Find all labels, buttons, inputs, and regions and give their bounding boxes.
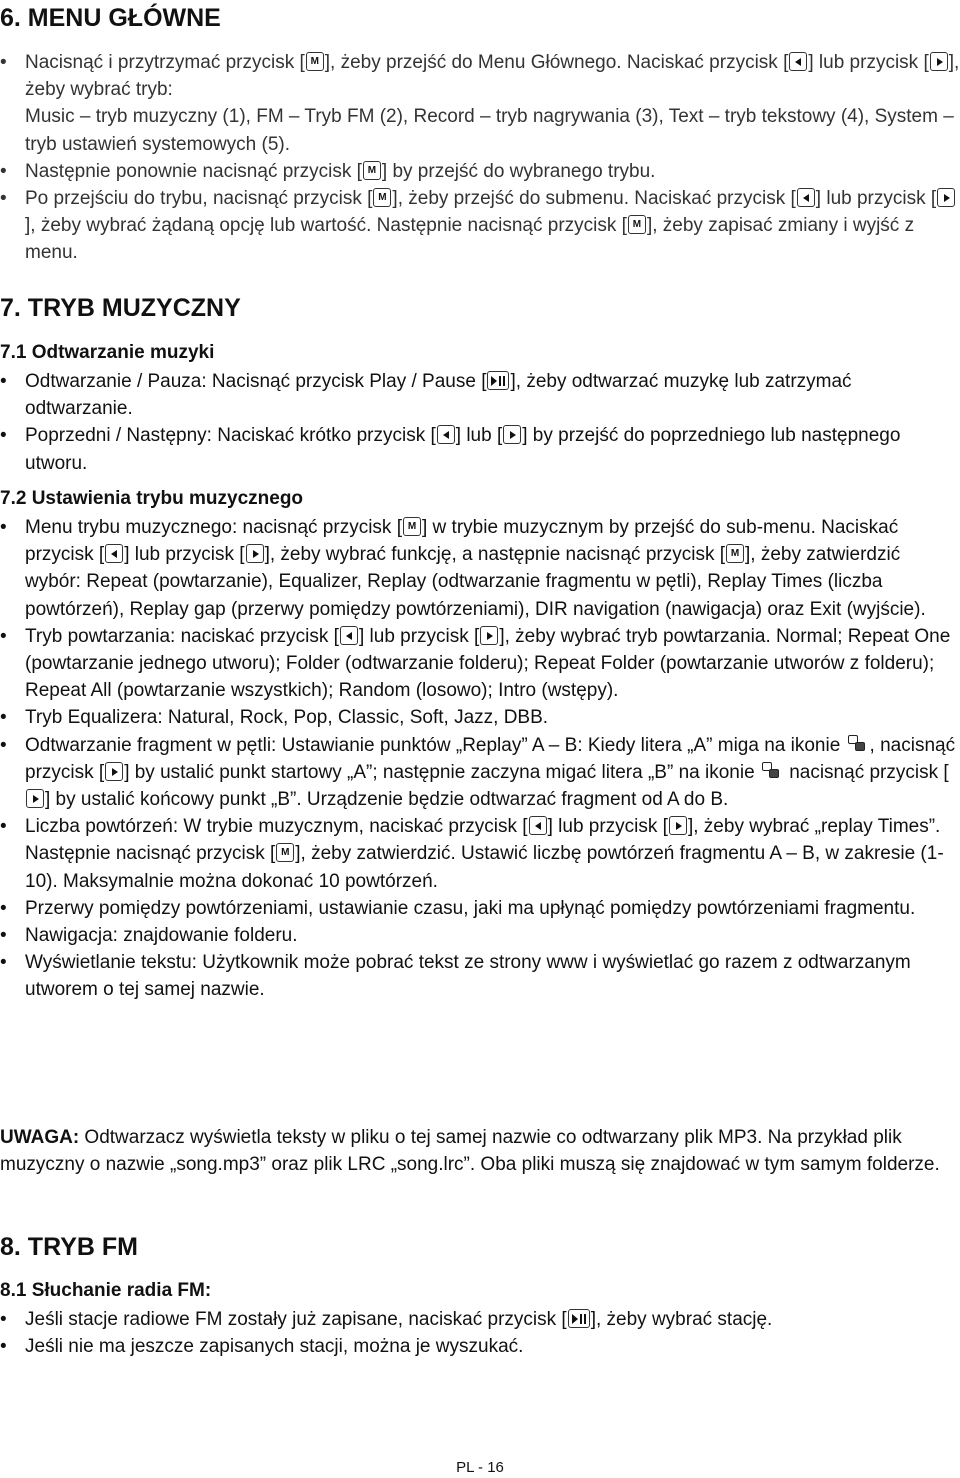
ab-repeat-icon <box>847 734 869 754</box>
previous-button-icon <box>340 626 358 645</box>
section-7-2-title: 7.2 Ustawienia trybu muzycznego <box>0 488 304 509</box>
note-label: UWAGA: <box>0 1127 80 1148</box>
menu-button-icon: M <box>373 188 391 207</box>
list-item: • Po przejściu do trybu, nacisnąć przycisk [ M ], żeby przejść do submenu. Naciskać przycisk [ ] lub przycisk [ ], żeby wybrać żądaną opcję lub wartość. Następnie nacisnąć przycisk [ M ], żeby zapisać zmiany i wyjść z menu. <box>0 185 960 267</box>
list-item: • Następnie ponownie nacisnąć przycisk [ M ] by przejść do wybranego trybu. <box>0 158 960 185</box>
section-8-1-title: 8.1 Słuchanie radia FM: <box>0 1280 212 1301</box>
page-number: PL - 16 <box>456 1459 504 1476</box>
list-item: • Wyświetlanie tekstu: Użytkownik może pobrać tekst ze strony www i wyświetlać go razem z odtwarzanym utworem o tej samej nazwie. <box>0 949 960 1003</box>
section-7-2-list <box>0 514 960 1004</box>
play-pause-button-icon <box>568 1309 590 1328</box>
previous-button-icon <box>797 188 815 207</box>
list-item: • Przerwy pomiędzy powtórzeniami, ustawianie czasu, jaki ma upłynąć pomiędzy powtórzeniami fragmentu. <box>0 895 960 922</box>
list-item: • Odtwarzanie / Pauza: Nacisnąć przycisk Play / Pause [ ], żeby odtwarzać muzykę lub zatrzymać odtwarzanie. <box>0 368 960 422</box>
section-8-title: 8. TRYB FM <box>0 1233 138 1261</box>
list-item: • Menu trybu muzycznego: nacisnąć przycisk [ M ] w trybie muzycznym by przejść do sub-menu. Naciskać przycisk [ ] lub przycisk [ ], żeby wybrać funkcję, a następnie nacisnąć przycisk [ M ], żeby zatwierdzić wybór: Repeat (powtarzanie), Equalizer, Replay (odtwarzanie fragmentu w pętli), Replay Times (liczba powtórzeń), Replay gap (przerwy pomiędzy powtórzeniami), DIR navigation (nawigacja) oraz Exit (wyjście). <box>0 514 960 623</box>
menu-button-icon: M <box>403 517 421 536</box>
list-item: • Tryb Equalizera: Natural, Rock, Pop, Classic, Soft, Jazz, DBB. <box>0 704 960 731</box>
list-item: • Tryb powtarzania: naciskać przycisk [ ] lub przycisk [ ], żeby wybrać tryb powtarzania. Normal; Repeat One (powtarzanie jednego utworu); Folder (odtwarzanie folderu); Repeat Folder (powtarzanie utworów z folderu); Repeat All (powtarzanie wszystkich); Random (losowo); Intro (wstępy). <box>0 623 960 705</box>
list-item: • Jeśli stacje radiowe FM zostały już zapisane, naciskać przycisk [ ], żeby wybrać stację. <box>0 1306 960 1333</box>
section-6-list <box>0 49 960 267</box>
section-7-title: 7. TRYB MUZYCZNY <box>0 294 241 322</box>
next-button-icon <box>26 789 44 808</box>
menu-button-icon: M <box>726 544 744 563</box>
list-item: • Nacisnąć i przytrzymać przycisk [ M ], żeby przejść do Menu Głównego. Naciskać przycisk [ ] lub przycisk [ ], żeby wybrać tryb: Music – tryb muzyczny (1), FM – Tryb FM (2), Record – tryb nagrywania (3), Text – tryb tekstowy (4), System – tryb ustawień systemowych (5). <box>0 49 960 158</box>
play-pause-button-icon <box>487 371 509 390</box>
next-button-icon <box>930 52 948 71</box>
next-button-icon <box>105 762 123 781</box>
menu-button-icon: M <box>628 215 646 234</box>
next-button-icon <box>480 626 498 645</box>
menu-button-icon: M <box>276 843 294 862</box>
next-button-icon <box>669 816 687 835</box>
section-8-1-list <box>0 1306 960 1360</box>
section-7-1-list <box>0 368 960 477</box>
note-paragraph: UWAGA: Odtwarzacz wyświetla teksty w pliku o tej samej nazwie co odtwarzany plik MP3. Na przykład plik muzyczny o nazwie „song.mp3” oraz plik LRC „song.lrc”. Oba pliki muszą się znajdować w tym samym folderze. <box>0 1127 940 1176</box>
list-item: • Liczba powtórzeń: W trybie muzycznym, naciskać przycisk [ ] lub przycisk [ ], żeby wybrać „replay Times”. Następnie nacisnąć przycisk [ M ], żeby zatwierdzić. Ustawić liczbę powtórzeń fragmentu A – B, w zakresie (1-10). Maksymalnie można dokonać 10 powtórzeń. <box>0 813 960 895</box>
previous-button-icon <box>105 544 123 563</box>
list-item: • Poprzedni / Następny: Naciskać krótko przycisk [ ] lub [ ] by przejść do poprzedniego lub następnego utworu. <box>0 422 960 476</box>
previous-button-icon <box>437 425 455 444</box>
next-button-icon <box>937 188 955 207</box>
previous-button-icon <box>789 52 807 71</box>
menu-button-icon: M <box>306 52 324 71</box>
section-6-title: 6. MENU GŁÓWNE <box>0 4 221 32</box>
next-button-icon <box>503 425 521 444</box>
menu-button-icon: M <box>363 161 381 180</box>
ab-repeat-icon <box>761 761 783 781</box>
previous-button-icon <box>529 816 547 835</box>
section-7-1-title: 7.1 Odtwarzanie muzyki <box>0 342 215 363</box>
list-item: • Jeśli nie ma jeszcze zapisanych stacji, można je wyszukać. <box>0 1333 960 1360</box>
next-button-icon <box>246 544 264 563</box>
list-item: • Nawigacja: znajdowanie folderu. <box>0 922 960 949</box>
list-item: • Odtwarzanie fragment w pętli: Ustawianie punktów „Replay” A – B: Kiedy litera „A” miga na ikonie , nacisnąć przycisk [ ] by ustalić punkt startowy „A”; następnie zaczyna migać litera „B” na ikonie nacisnąć przycisk [ ] by ustalić końcowy punkt „B”. Urządzenie będzie odtwarzać fragment od A do B. <box>0 732 960 814</box>
